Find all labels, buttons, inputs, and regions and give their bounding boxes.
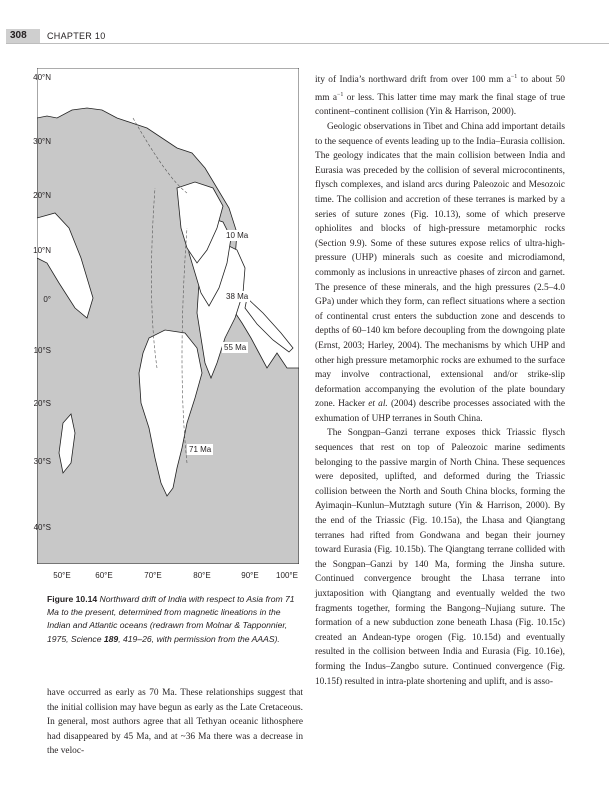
caption-text-end: , 419–26, with permission from the AAAS).: [118, 633, 280, 644]
paragraph-text: ity of India’s northward drift from over 100 mm a: [315, 75, 511, 86]
label-38ma: 38 Ma: [226, 292, 249, 301]
chapter-title: CHAPTER 10: [47, 31, 106, 41]
paragraph: [315, 120, 565, 426]
x-axis-label: 50°E: [53, 571, 71, 580]
paragraph-text: or less. This latter time may mark the final stage of true continent–continent collision (Yin & Harrison, 2000).: [315, 92, 565, 118]
figure-caption: [47, 593, 305, 646]
x-axis-label: 70°E: [144, 571, 162, 580]
y-axis-label: 20°S: [33, 399, 51, 408]
caption-text: Northward drift of India with respect to Asia from 71 Ma to the present, determined from magnetic lineations in the Indian and Atlantic oceans (redrawn from Molnar & Tapponnier, 1975,: [47, 594, 295, 644]
x-axis-label: 80°E: [193, 571, 211, 580]
emphasis: et al.: [368, 399, 388, 410]
map-graphic: [37, 68, 299, 564]
right-column-text: [315, 70, 565, 689]
y-axis-label: 10°N: [33, 246, 51, 255]
header-rule: [6, 43, 609, 44]
caption-volume: 189: [103, 633, 119, 644]
y-axis-label: 40°S: [33, 523, 51, 532]
label-10ma: 10 Ma: [226, 231, 249, 240]
paragraph-text: to about 50 mm a: [315, 75, 565, 103]
y-axis-label: 10°S: [33, 346, 51, 355]
left-column-text: [47, 686, 303, 759]
y-axis-label: 20°N: [33, 191, 51, 200]
y-axis-label: 0°: [43, 295, 51, 304]
y-axis-label: 30°N: [33, 137, 51, 146]
paragraph: [315, 70, 565, 120]
label-71ma: 71 Ma: [189, 445, 212, 454]
superscript: −1: [337, 91, 344, 98]
caption-figure-label: Figure 10.14: [47, 594, 98, 604]
superscript: −1: [510, 74, 518, 80]
paragraph-text: (2004) describe processes associated with the exhumation of UHP terranes in South China.: [315, 399, 565, 424]
page-header: [0, 0, 615, 44]
x-axis-label: 100°E: [276, 571, 298, 580]
page-number: 308: [6, 29, 40, 43]
paragraph: The Songpan–Ganzi terrane exposes thick Triassic flysch sequences that rest on top of Paleozoic marine sediments belonging to the passive margin of North China. These sequences were deposited, uplifted, and deformed during the Triassic collision between the North and South China blocks, forming the Ayimaqin–Kunlun–Mutztagh suture (Yin & Harrison, 2000). By the end of the Triassic (Fig. 10.15a), the Lhasa and Qiangtang terranes had rifted from Gondwana and began their journey toward Eurasia (Fig. 10.15b). The Qiangtang terrane collided with the Songpan–Ganzi by 140 Ma, forming the Jinsha suture. Continued convergence brought the Lhasa terrane into juxtaposition with Qiangtang and eventually welded the two fragments together, forming the Bangong–Nujiang suture. The formation of a new subduction zone beneath Lhasa (Fig. 10.15c) created an Andean-type orogen (Fig. 10.15d) and eventually resulted in the collision between India and Eurasia (Fig. 10.16e), forming the Indus–Zangbo suture. Continued convergence (Fig. 10.15f) resulted in intra-plate shortening and uplift, and is asso-: [315, 428, 565, 687]
paragraph: have occurred as early as 70 Ma. These relationships suggest that the initial collision may have begun as early as the Late Cretaceous. In general, most authors agree that all Tethyan oceanic lithosphere had disappeared by 45 Ma, and at ~36 Ma there was a decrease in the veloc-: [47, 688, 303, 757]
y-axis-label: 40°N: [33, 73, 51, 82]
x-axis-label: 60°E: [95, 571, 113, 580]
figure-india-drift-map: [33, 68, 299, 580]
x-axis-label: 90°E: [241, 571, 259, 580]
paragraph-text: Geologic observations in Tibet and China add important details to the sequence of events leading up to the India–Eurasia collision. The geology indicates that the main collision between India and Eurasia was preceded by the collision of several microcontinents, flysch complexes, and island arcs during Paleozoic and Mesozoic time. The collision and accretion of these terranes is marked by a series of suture zones (Fig. 10.13), some of which preserve ophiolites and blocks of high-pressure metamorphic rocks (Section 9.9). Some of these sutures expose relics of ultra-high-pressure (UHP) minerals such as coesite and microdiamond, commonly as inclusions in unreactive phases of zircon and garnet. The presence of these minerals, and the high pressures (2.5–4.0 GPa) under which they form, can reflect situations where a section of continental crust enters the subduction zone and descends to depths of 60–140 km before decoupling from the downgoing plate (Ernst, 2003; Harley, 2004). The mechanisms by which UHP and other high pressure metamorphic rocks are exhumed to the surface may involve contractional, extensional and/or strike-slip deformation accompanying the evolution of the plate boundary zone. Hacker: [315, 122, 565, 410]
label-55ma: 55 Ma: [224, 343, 247, 352]
caption-journal: Science: [70, 633, 102, 644]
y-axis-label: 30°S: [33, 457, 51, 466]
